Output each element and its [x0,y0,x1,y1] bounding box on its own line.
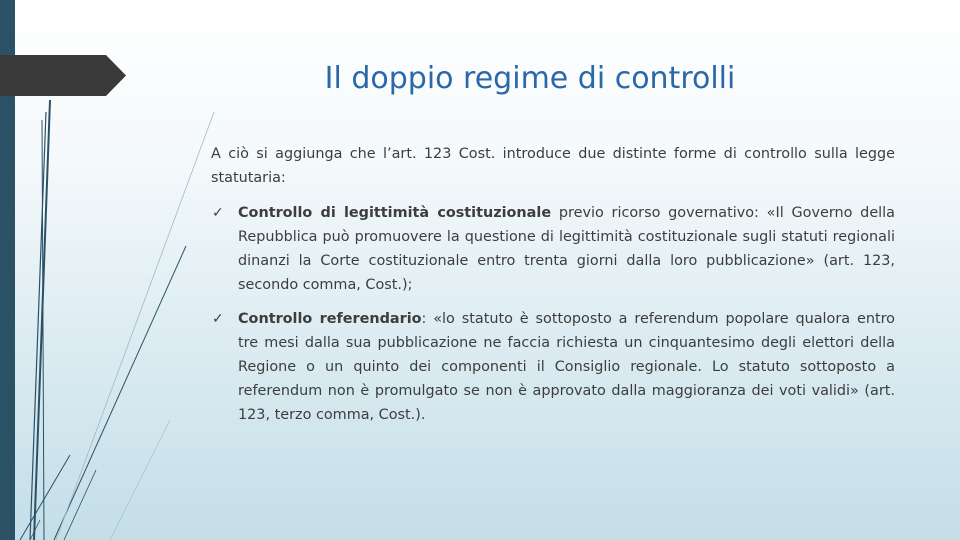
list-item [211,201,895,297]
list-item [211,307,895,427]
item-text: : «lo statuto è sottoposto a referendum popolare qualora entro tre mesi dalla sua pubblicazione ne faccia richiesta un cinquantesimo degli elettori della Regione o un quinto dei componenti il Consiglio regionale. Lo statuto sottoposto a referendum non è promulgato se non è approvato dalla maggioranza dei voti validi» (art. 123, terzo comma, Cost.). [238,311,895,423]
title-tab-shape [0,55,126,96]
deco-line [56,112,214,540]
deco-line [20,455,70,540]
check-icon: ✓ [212,205,224,221]
slide-title: Il doppio regime di controlli [324,61,736,96]
deco-line [54,246,186,540]
item-heading: Controllo di legittimità costituzionale [238,205,552,221]
item-heading: Controllo referendario [238,311,422,327]
check-icon: ✓ [212,311,224,327]
slide-body [211,142,895,437]
intro-paragraph: A ciò si aggiunga che l’art. 123 Cost. introduce due distinte forme di controllo sulla legge statutaria: [211,146,895,186]
deco-line [110,420,170,540]
item-text: previo ricorso governativo: «Il Governo della Repubblica può promuovere la questione di legittimità costituzionale sugli statuti regionali dinanzi la Corte costituzionale entro trenta giorni dalla loro pubblicazione» (art. 123, secondo comma, Cost.); [238,205,895,293]
